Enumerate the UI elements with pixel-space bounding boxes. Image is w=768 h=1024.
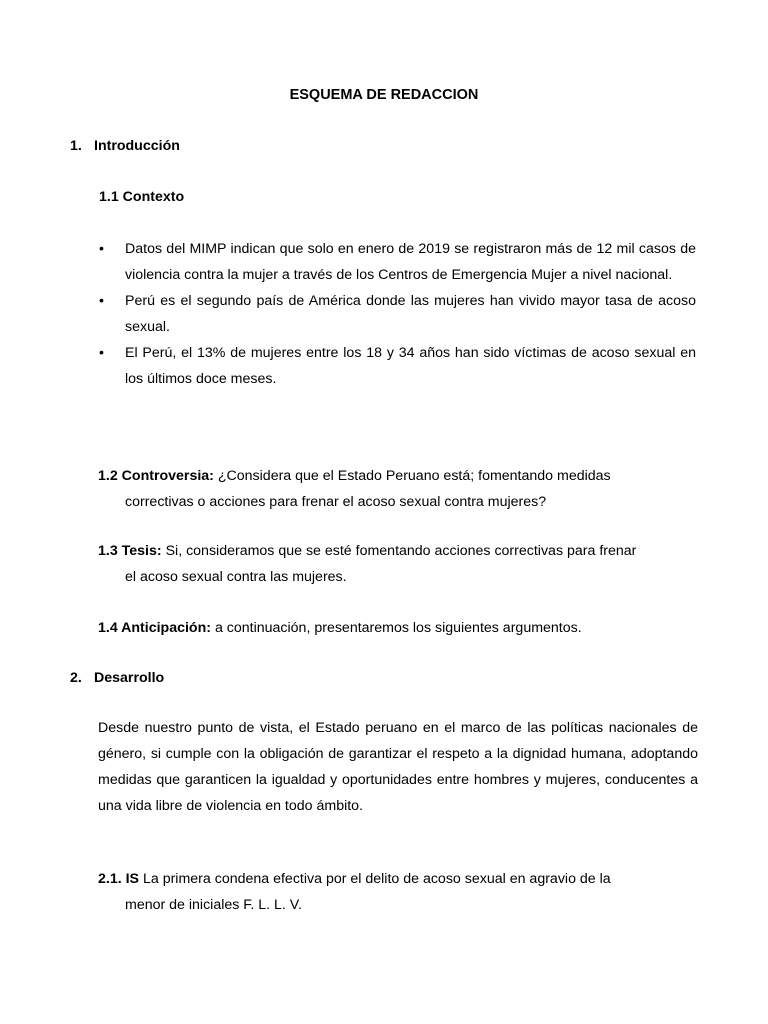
bullet-text: Perú es el segundo país de América donde las mujeres han vivido mayor tasa de acoso sexual.	[125, 293, 696, 335]
desarrollo-paragraph: Desde nuestro punto de vista, el Estado peruano en el marco de las políticas nacionales de género, si cumple con la obligación de garantizar el respeto a la dignidad humana, adoptando medidas que garanticen la igualdad y oportunidades entre hombres y mujeres, conducentes a una vida libre de violencia en todo ámbito.	[98, 720, 698, 814]
tesis-text-line1: Si, consideramos que se esté fomentando acciones correctivas para frenar	[165, 543, 637, 559]
anticipacion-label: 1.4 Anticipación:	[98, 620, 211, 636]
subsection-2-1	[98, 866, 698, 918]
controversia-text-line1: ¿Considera que el Estado Peruano está; fomentando medidas	[217, 468, 611, 484]
subsection-1-1-heading: 1.1 Contexto	[99, 189, 185, 205]
subsection-2-1-label: 2.1. IS	[98, 871, 140, 887]
context-bullet-list	[98, 236, 696, 392]
subsection-1-2-controversia	[98, 463, 698, 515]
bullet-icon: •	[99, 241, 104, 257]
bullet-icon: •	[99, 293, 104, 309]
tesis-text-line2: el acoso sexual contra las mujeres.	[125, 569, 347, 585]
list-item	[98, 236, 696, 288]
section-1-heading	[70, 138, 180, 154]
bullet-text: El Perú, el 13% de mujeres entre los 18 y 34 años han sido víctimas de acoso sexual en los últimos doce meses.	[125, 345, 696, 387]
anticipacion-text: a continuación, presentaremos los siguientes argumentos.	[214, 620, 582, 636]
section-2-number: 2.	[70, 670, 82, 686]
bullet-text: Datos del MIMP indican que solo en enero de 2019 se registraron más de 12 mil casos de violencia contra la mujer a través de los Centros de Emergencia Mujer a nivel nacional.	[125, 241, 696, 283]
subsection-1-4-anticipacion	[98, 615, 698, 641]
subsection-2-1-text-line1: La primera condena efectiva por el delito de acoso sexual en agravio de la	[142, 871, 611, 887]
bullet-icon: •	[99, 345, 104, 361]
tesis-label: 1.3 Tesis:	[98, 543, 162, 559]
list-item	[98, 288, 696, 340]
section-1-title: Introducción	[94, 138, 180, 154]
section-1-number: 1.	[70, 138, 82, 154]
subsection-2-1-text-line2: menor de iniciales F. L. L. V.	[125, 897, 302, 913]
list-item	[98, 340, 696, 392]
section-2-heading	[70, 670, 164, 686]
controversia-label: 1.2 Controversia:	[98, 468, 214, 484]
subsection-1-3-tesis	[98, 538, 698, 590]
controversia-text-line2: correctivas o acciones para frenar el acoso sexual contra mujeres?	[125, 494, 547, 510]
section-2-title: Desarrollo	[94, 670, 165, 686]
document-title: ESQUEMA DE REDACCION	[289, 87, 479, 103]
